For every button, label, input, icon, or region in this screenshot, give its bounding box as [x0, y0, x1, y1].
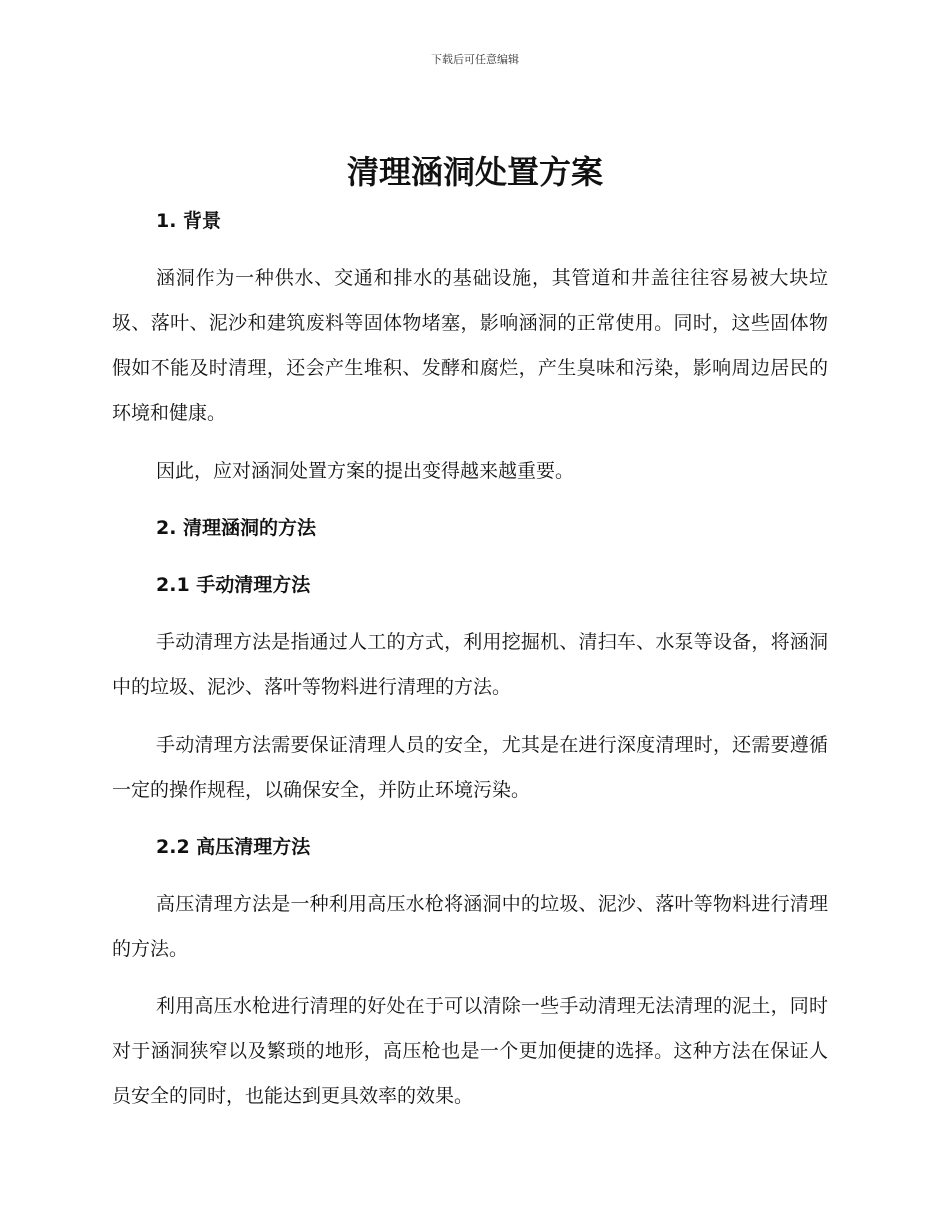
section-heading-background: 1. 背景 — [156, 210, 222, 232]
paragraph-manual-2: 手动清理方法需要保证清理人员的安全，尤其是在进行深度清理时，还需要遵循一定的操作规程，以确保安全，并防止环境污染。 — [112, 734, 828, 801]
paragraph-high-pressure-1: 高压清理方法是一种利用高压水枪将涵洞中的垃圾、泥沙、落叶等物料进行清理的方法。 — [112, 893, 828, 960]
paragraph-background-1: 涵洞作为一种供水、交通和排水的基础设施，其管道和井盖往往容易被大块垃圾、落叶、泥沙和建筑废料等固体物堵塞，影响涵洞的正常使用。同时，这些固体物假如不能及时清理，还会产生堆积、发酵和腐烂，产生臭味和污染，影响周边居民的环境和健康。 — [112, 267, 828, 424]
header-note: 下载后可任意编辑 — [431, 53, 519, 66]
paragraph-background-2: 因此，应对涵洞处置方案的提出变得越来越重要。 — [156, 460, 575, 482]
section-heading-methods: 2. 清理涵洞的方法 — [156, 517, 317, 539]
paragraph-manual-1: 手动清理方法是指通过人工的方式，利用挖掘机、清扫车、水泵等设备，将涵洞中的垃圾、泥沙、落叶等物料进行清理的方法。 — [112, 631, 828, 698]
subsection-heading-manual: 2.1 手动清理方法 — [156, 574, 311, 596]
paragraph-high-pressure-2: 利用高压水枪进行清理的好处在于可以清除一些手动清理无法清理的泥土，同时对于涵洞狭窄以及繁琐的地形，高压枪也是一个更加便捷的选择。这种方法在保证人员安全的同时，也能达到更具效率的效果。 — [112, 995, 828, 1107]
document-title: 清理涵洞处置方案 — [346, 153, 603, 191]
subsection-heading-high-pressure: 2.2 高压清理方法 — [156, 836, 311, 858]
